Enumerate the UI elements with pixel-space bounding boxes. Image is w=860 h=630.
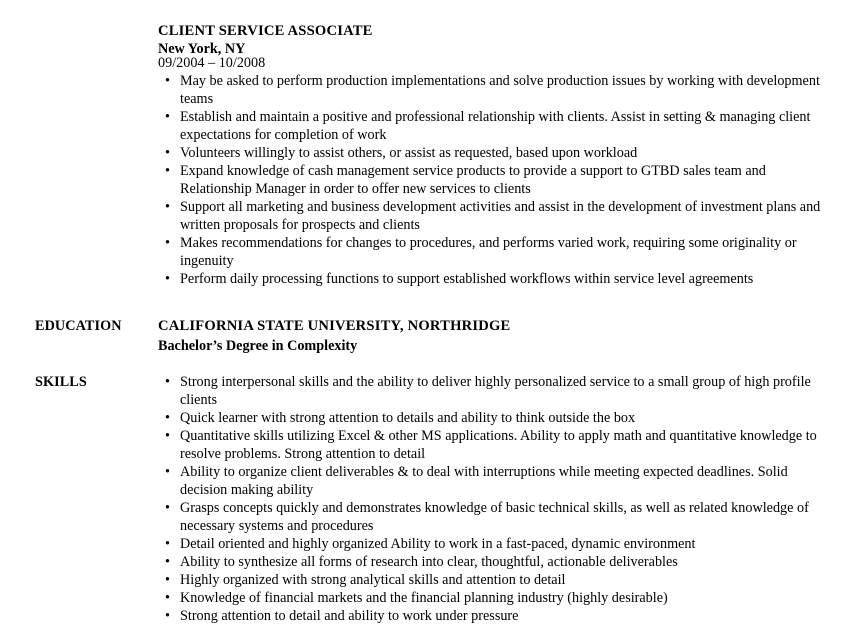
skill-bullet: • Strong interpersonal skills and the ability to deliver highly personalized service to a small group of high profile clients [158, 373, 838, 409]
degree-name: Bachelor’s Degree in Complexity [158, 338, 358, 354]
education-content [158, 317, 838, 355]
skills-bullet-list [158, 373, 838, 625]
job-bullet-list [158, 72, 838, 288]
skill-bullet: • Ability to organize client deliverables & to deal with interruptions while meeting expected deadlines. Solid decision making ability [158, 463, 838, 499]
skills-heading: SKILLS [35, 374, 87, 390]
skill-bullet: • Strong attention to detail and ability to work under pressure [158, 607, 838, 625]
education-heading: EDUCATION [35, 318, 122, 334]
job-bullet: • Volunteers willingly to assist others, or assist as requested, based upon workload [158, 144, 838, 162]
job-bullet: • Perform daily processing functions to support established workflows within service level agreements [158, 270, 838, 288]
experience-content [158, 22, 838, 288]
job-title: CLIENT SERVICE ASSOCIATE [158, 23, 373, 39]
job-bullet: • Expand knowledge of cash management service products to provide a support to GTBD sales team and Relationship Manager in order to offer new services to clients [158, 162, 838, 198]
skill-bullet: • Ability to synthesize all forms of research into clear, thoughtful, actionable deliverables [158, 553, 838, 571]
job-location: New York, NY [158, 41, 246, 57]
school-name: CALIFORNIA STATE UNIVERSITY, NORTHRIDGE [158, 318, 511, 334]
job-dates: 09/2004 – 10/2008 [158, 55, 266, 71]
skill-bullet: • Detail oriented and highly organized Ability to work in a fast-paced, dynamic environment [158, 535, 838, 553]
skill-bullet: • Knowledge of financial markets and the financial planning industry (highly desirable) [158, 589, 838, 607]
skill-bullet: • Quantitative skills utilizing Excel & other MS applications. Ability to apply math and quantitative knowledge to resolve problems. Strong attention to detail [158, 427, 838, 463]
skills-content [158, 373, 838, 625]
skill-bullet: • Quick learner with strong attention to details and ability to think outside the box [158, 409, 838, 427]
job-bullet: • Makes recommendations for changes to procedures, and performs varied work, requiring some originality or ingenuity [158, 234, 838, 270]
job-bullet: • Support all marketing and business development activities and assist in the development of investment plans and written proposals for prospects and clients [158, 198, 838, 234]
job-bullet: • May be asked to perform production implementations and solve production issues by working with development teams [158, 72, 838, 108]
skill-bullet: • Grasps concepts quickly and demonstrates knowledge of basic technical skills, as well as related knowledge of necessary systems and procedures [158, 499, 838, 535]
skill-bullet: • Highly organized with strong analytical skills and attention to detail [158, 571, 838, 589]
job-bullet: • Establish and maintain a positive and professional relationship with clients. Assist in setting & managing client expectations for completion of work [158, 108, 838, 144]
